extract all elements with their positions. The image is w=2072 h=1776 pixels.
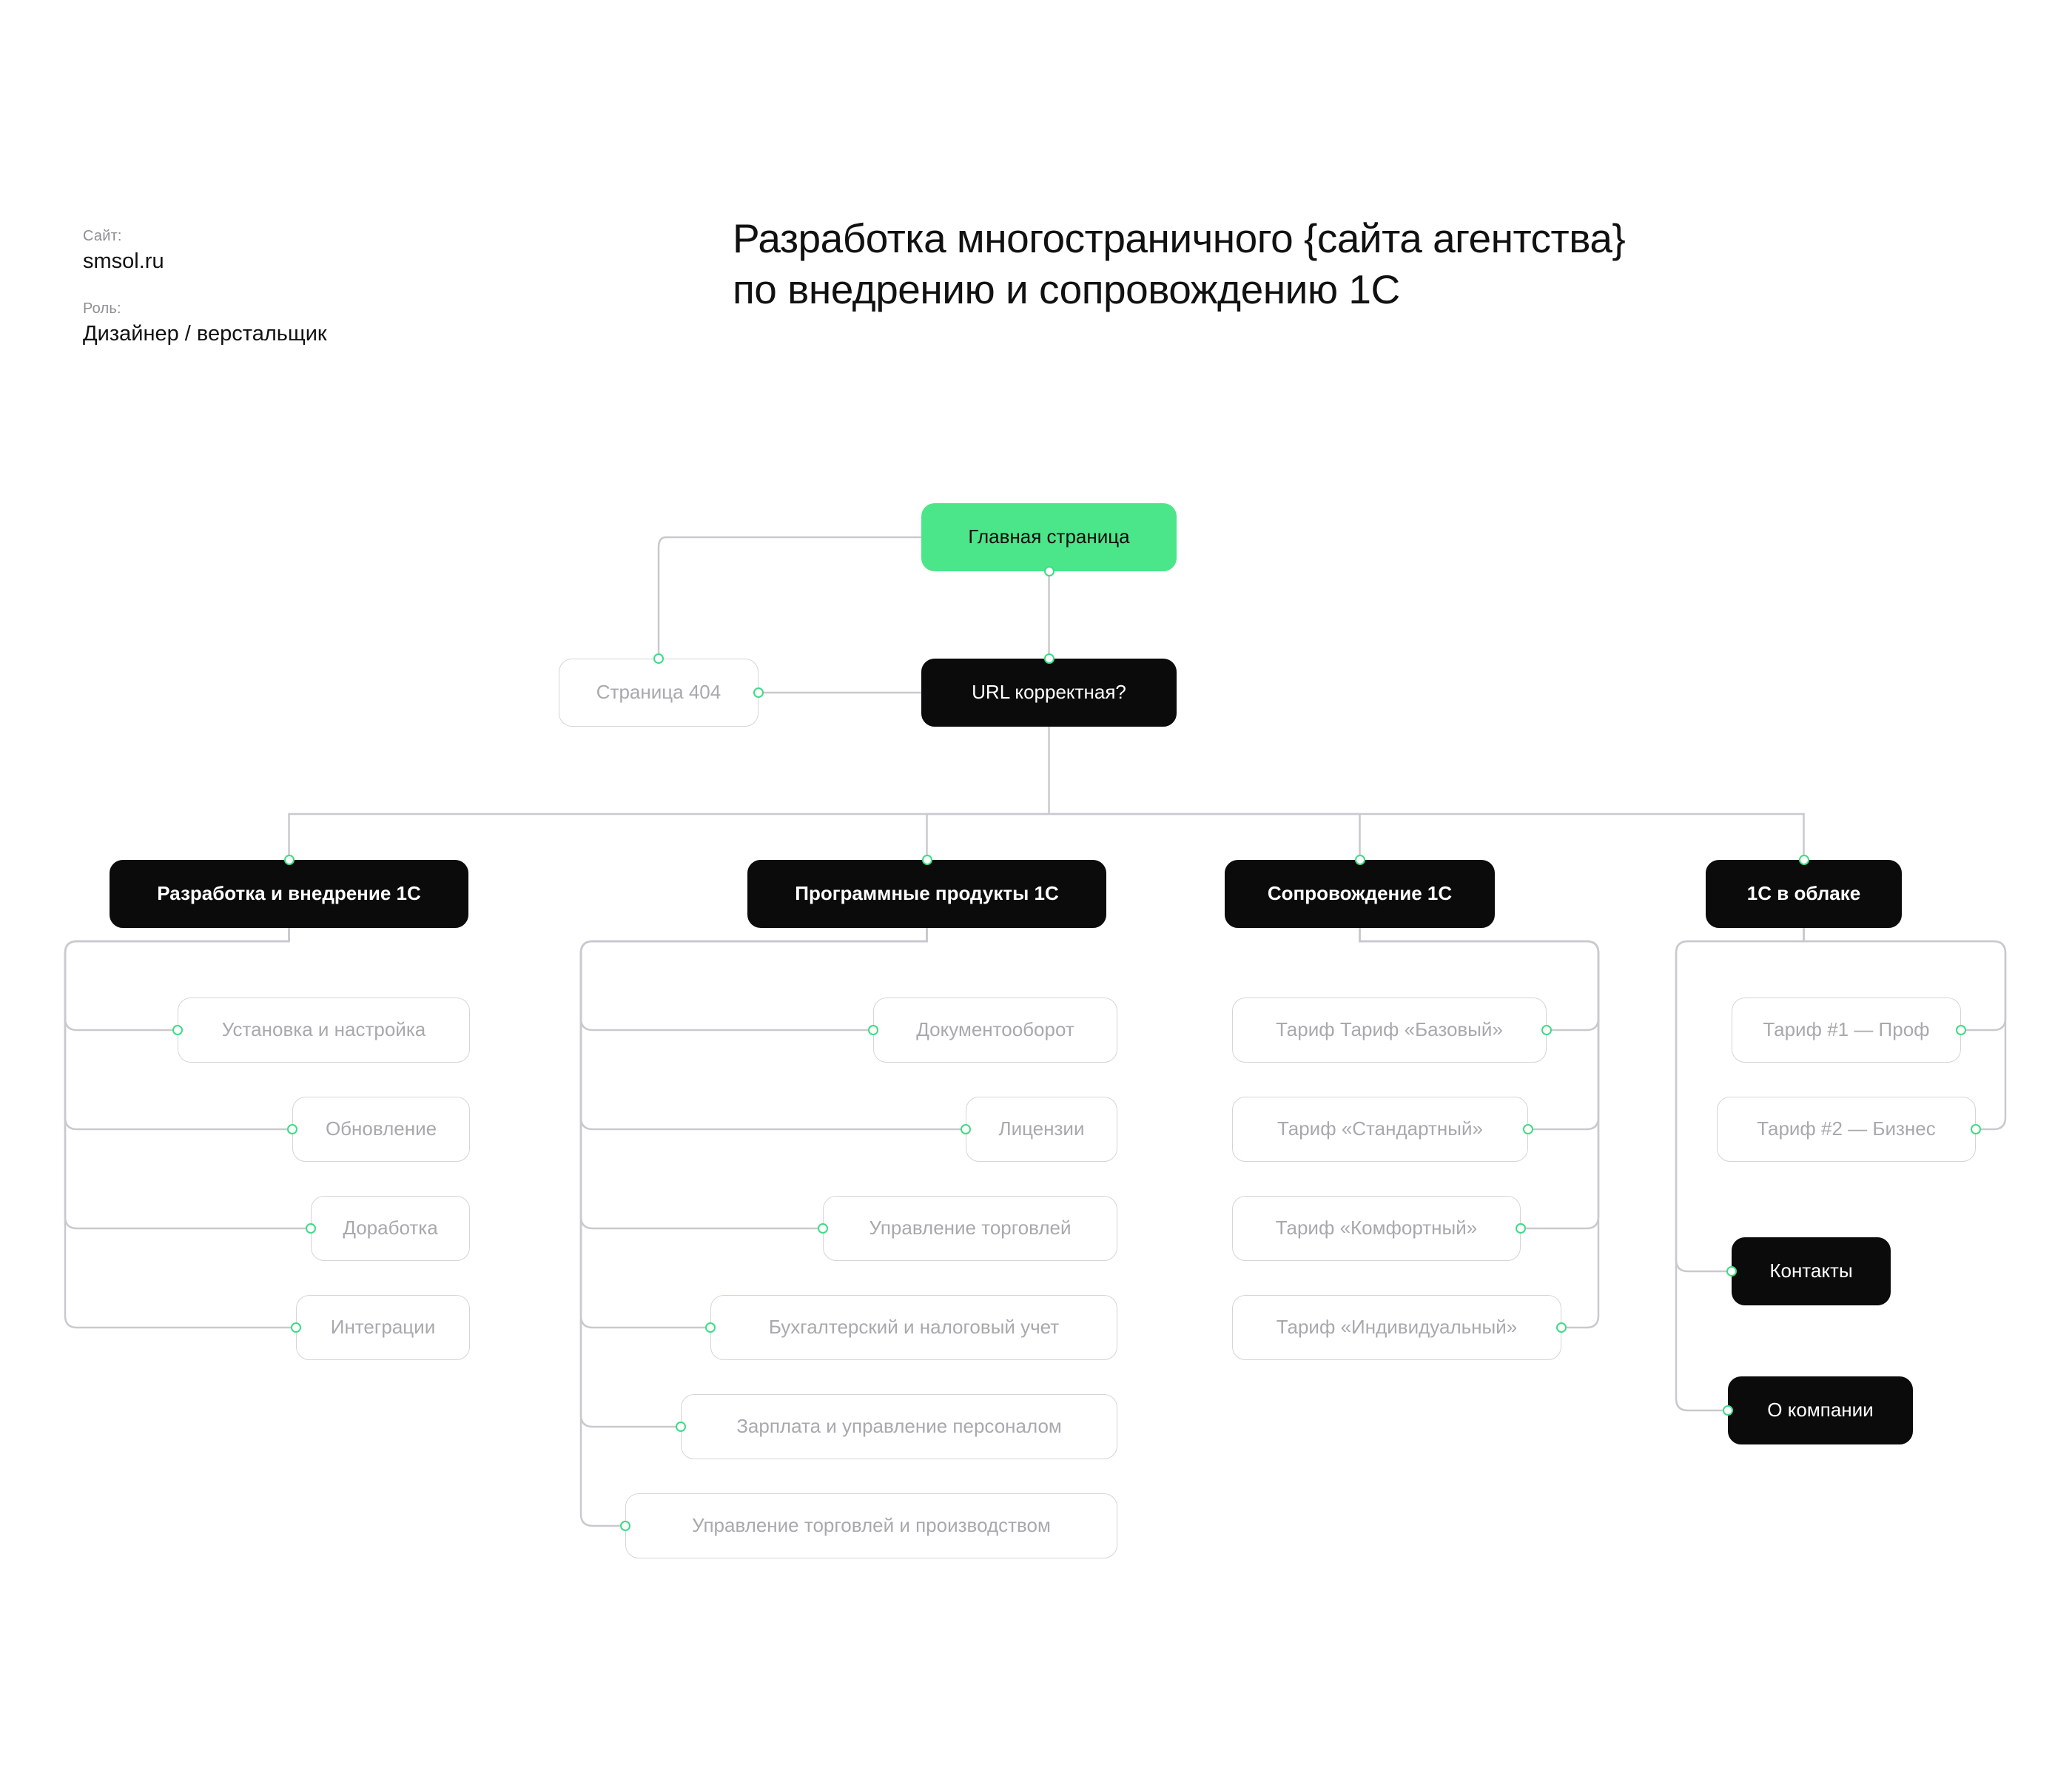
- diagram-node-home[interactable]: Главная страница: [921, 503, 1177, 571]
- diagram-node-dev1[interactable]: Установка и настройка: [178, 998, 470, 1063]
- connector-dot-dev1: [172, 1025, 183, 1035]
- diagram-node-url[interactable]: URL корректная?: [921, 659, 1177, 727]
- diagram-node-prd1[interactable]: Документооборот: [873, 998, 1117, 1063]
- diagram-node-about[interactable]: О компании: [1728, 1376, 1913, 1444]
- site-label: Сайт:: [83, 228, 122, 244]
- connector: [659, 537, 921, 659]
- connector-dot-404-right: [753, 687, 764, 698]
- connector: [65, 928, 311, 1228]
- connector-dot-prd4: [705, 1322, 716, 1333]
- connector-dot-dev4: [291, 1322, 301, 1333]
- connector-dot-prd6: [620, 1521, 630, 1531]
- connector-dot-prd1: [868, 1025, 878, 1035]
- diagram-node-404[interactable]: Страница 404: [559, 659, 758, 727]
- connector-dot-sup2: [1523, 1124, 1533, 1134]
- page-title: Разработка многостраничного {сайта агентства} по внедрению и сопровождению 1С: [733, 215, 1626, 312]
- diagram-node-cloud[interactable]: 1С в облаке: [1706, 860, 1902, 928]
- diagram-node-sup2[interactable]: Тариф «Стандартный»: [1232, 1097, 1528, 1162]
- diagram-node-sup4[interactable]: Тариф «Индивидуальный»: [1232, 1295, 1561, 1360]
- diagram-node-prd5[interactable]: Зарплата и управление персоналом: [681, 1394, 1117, 1459]
- connector-dot-about: [1723, 1405, 1733, 1416]
- connector-dot-cld2: [1971, 1124, 1981, 1134]
- diagram-node-dev4[interactable]: Интеграции: [296, 1295, 470, 1360]
- connector: [289, 814, 1049, 860]
- diagram-node-dev2[interactable]: Обновление: [292, 1097, 470, 1162]
- connector-dot-url-in: [1044, 653, 1054, 664]
- diagram-node-prd6[interactable]: Управление торговлей и производством: [625, 1493, 1117, 1558]
- diagram-node-dev3[interactable]: Доработка: [311, 1196, 470, 1261]
- connector-dot-contacts: [1726, 1266, 1737, 1276]
- connector-dot-products: [922, 855, 932, 865]
- connector-dot-dev2: [287, 1124, 297, 1134]
- connector-dot-dev: [284, 855, 295, 865]
- role-label: Роль:: [83, 300, 121, 317]
- diagram-node-sup3[interactable]: Тариф «Комфортный»: [1232, 1196, 1521, 1261]
- connector-dot-dev3: [306, 1223, 316, 1234]
- connector-dot-home-out: [1044, 566, 1054, 576]
- connector-dot-sup3: [1516, 1223, 1526, 1234]
- connector-dot-cld1: [1956, 1025, 1966, 1035]
- diagram-node-prd2[interactable]: Лицензии: [966, 1097, 1117, 1162]
- diagram-node-sup1[interactable]: Тариф Тариф «Базовый»: [1232, 998, 1547, 1063]
- connector: [1049, 814, 1360, 860]
- connector: [581, 928, 927, 1328]
- connector-dot-prd5: [676, 1422, 686, 1432]
- connector-dot-cloud: [1799, 855, 1809, 865]
- diagram-node-contacts[interactable]: Контакты: [1732, 1237, 1891, 1305]
- connector: [927, 814, 1049, 860]
- role-value: Дизайнер / верстальщик: [83, 322, 327, 346]
- diagram-node-cld2[interactable]: Тариф #2 — Бизнес: [1717, 1097, 1976, 1162]
- diagram-node-dev[interactable]: Разработка и внедрение 1С: [110, 860, 468, 928]
- site-value: smsol.ru: [83, 249, 164, 273]
- connector-dot-support: [1355, 855, 1365, 865]
- diagram-node-prd3[interactable]: Управление торговлей: [823, 1196, 1117, 1261]
- connector-dot-prd3: [818, 1223, 828, 1234]
- diagram-node-prd4[interactable]: Бухгалтерский и налоговый учет: [710, 1295, 1117, 1360]
- diagram-node-products[interactable]: Программные продукты 1С: [747, 860, 1106, 928]
- connector-dot-sup4: [1556, 1322, 1567, 1333]
- connector: [1360, 928, 1599, 1228]
- connector-dot-404-top: [653, 653, 664, 664]
- diagram-node-cld1[interactable]: Тариф #1 — Проф: [1732, 998, 1961, 1063]
- connector: [65, 928, 296, 1328]
- connector: [581, 928, 927, 1228]
- connector: [1049, 814, 1804, 860]
- connector-dot-prd2: [961, 1124, 971, 1134]
- diagram-node-support[interactable]: Сопровождение 1С: [1225, 860, 1495, 928]
- connector-dot-sup1: [1541, 1025, 1552, 1035]
